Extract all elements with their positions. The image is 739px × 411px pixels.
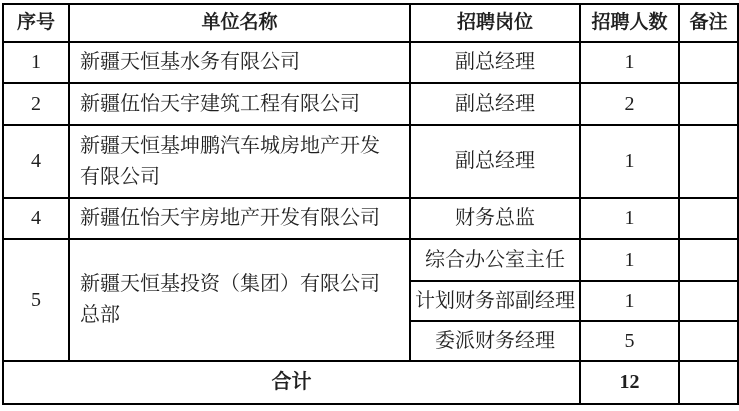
cell-no: 4: [3, 125, 69, 198]
cell-position: 副总经理: [410, 125, 580, 198]
cell-remark: [679, 125, 738, 198]
cell-count: 5: [580, 321, 679, 361]
cell-remark: [679, 42, 738, 83]
total-label: 合计: [3, 361, 580, 404]
col-header-no: 序号: [3, 4, 69, 42]
table-row: [3, 239, 738, 281]
cell-position: 计划财务部副经理: [410, 281, 580, 321]
col-header-count: 招聘人数: [580, 4, 679, 42]
col-header-remark: 备注: [679, 4, 738, 42]
col-header-company: 单位名称: [69, 4, 410, 42]
cell-position: 财务总监: [410, 198, 580, 239]
cell-count: 1: [580, 125, 679, 198]
total-remark: [679, 361, 738, 404]
cell-count: 1: [580, 281, 679, 321]
cell-remark: [679, 198, 738, 239]
header-row: [3, 4, 738, 42]
cell-remark: [679, 83, 738, 125]
cell-count: 1: [580, 42, 679, 83]
cell-position: 副总经理: [410, 83, 580, 125]
cell-company: 新疆天恒基水务有限公司: [69, 42, 410, 83]
total-count: 12: [580, 361, 679, 404]
total-row: [3, 361, 738, 404]
cell-company: 新疆伍怡天宇建筑工程有限公司: [69, 83, 410, 125]
cell-count: 1: [580, 239, 679, 281]
cell-remark: [679, 281, 738, 321]
table-row: [3, 125, 738, 198]
cell-position: 副总经理: [410, 42, 580, 83]
cell-position: 综合办公室主任: [410, 239, 580, 281]
recruitment-table: [2, 3, 739, 405]
table-row: [3, 198, 738, 239]
cell-remark: [679, 321, 738, 361]
cell-no: 2: [3, 83, 69, 125]
cell-company: 新疆天恒基坤鹏汽车城房地产开发有限公司: [69, 125, 410, 198]
cell-no: 4: [3, 198, 69, 239]
cell-count: 2: [580, 83, 679, 125]
table-row: [3, 42, 738, 83]
cell-count: 1: [580, 198, 679, 239]
cell-no: 1: [3, 42, 69, 83]
table-row: [3, 83, 738, 125]
cell-company: 新疆伍怡天宇房地产开发有限公司: [69, 198, 410, 239]
cell-remark: [679, 239, 738, 281]
cell-company: 新疆天恒基投资（集团）有限公司总部: [69, 239, 410, 361]
col-header-position: 招聘岗位: [410, 4, 580, 42]
cell-position: 委派财务经理: [410, 321, 580, 361]
cell-no: 5: [3, 239, 69, 361]
